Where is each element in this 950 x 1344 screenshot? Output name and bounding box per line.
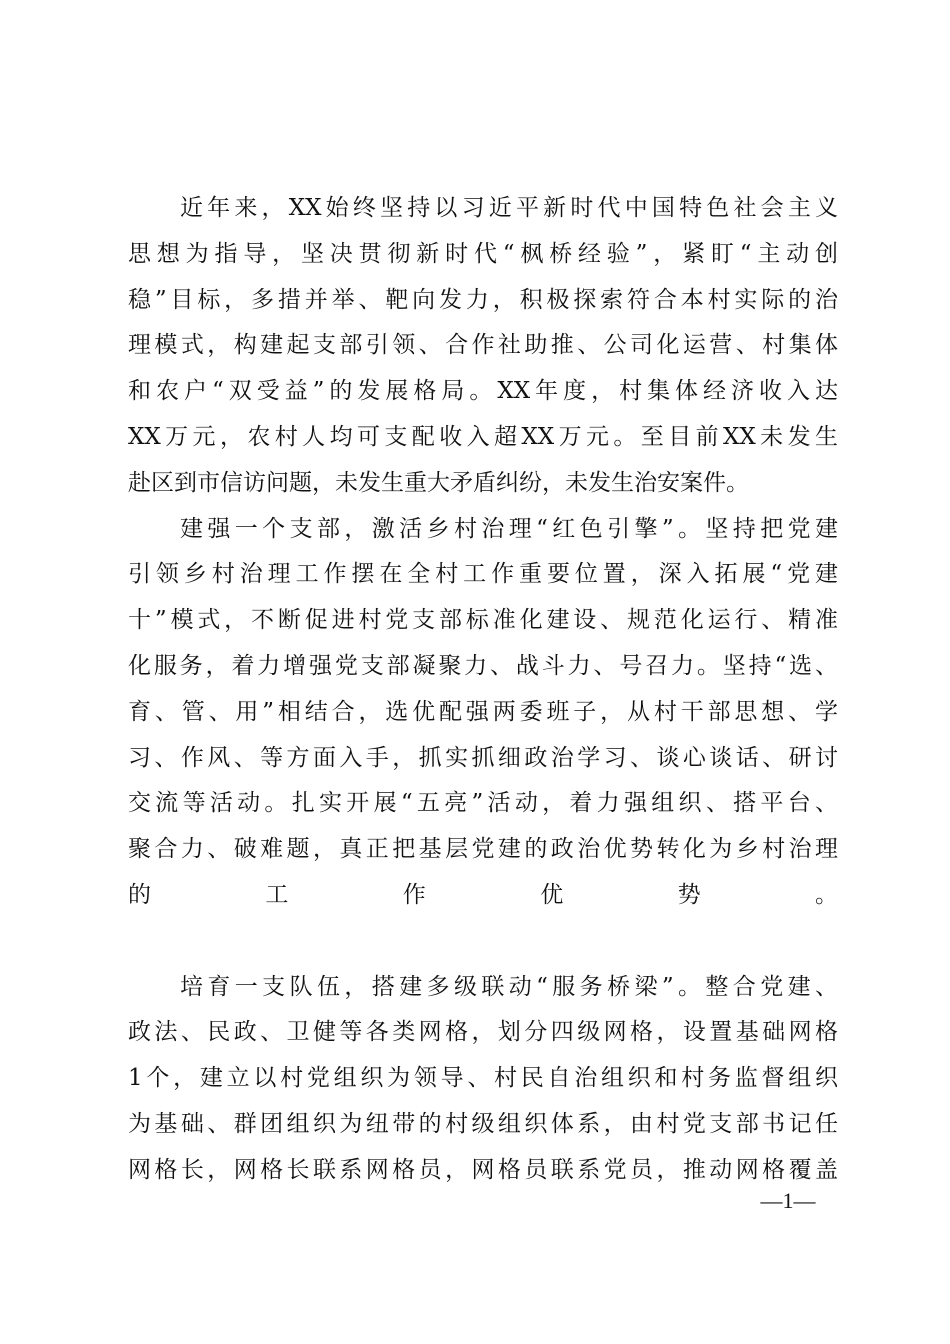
paragraph-2 xyxy=(128,507,838,965)
paragraph-1 xyxy=(128,186,838,507)
text-line: 建强一个支部，激活乡村治理“红色引擎”。坚持把党建 xyxy=(180,515,838,542)
paragraph-3 xyxy=(128,965,838,1194)
text-line: 交流等活动。扎实开展“五亮”活动，着力强组织、搭平台、 xyxy=(128,790,838,817)
text-line: XX万元，农村人均可支配收入超XX万元。至目前XX未发生 xyxy=(128,423,838,450)
text-line: 聚合力、破难题，真正把基层党建的政治优势转化为乡村治理 xyxy=(128,836,838,863)
text-line: 政法、民政、卫健等各类网格，划分四级网格，设置基础网格 xyxy=(128,1019,838,1046)
text-line: 和农户“双受益”的发展格局。XX年度，村集体经济收入达 xyxy=(128,378,838,405)
document-body xyxy=(128,186,838,1194)
page-number: —1— xyxy=(760,1188,816,1213)
text-line: 为基础、群团组织为纽带的村级组织体系，由村党支部书记任 xyxy=(128,1110,838,1137)
text-line: 稳”目标，多措并举、靶向发力，积极探索符合本村实际的治 xyxy=(128,286,838,313)
text-line: 培育一支队伍，搭建多级联动“服务桥梁”。整合党建、 xyxy=(180,973,838,1000)
text-line: 近年来，XX始终坚持以习近平新时代中国特色社会主义 xyxy=(180,195,838,221)
text-line: 育、管、用”相结合，选优配强两委班子，从村干部思想、学 xyxy=(128,698,838,725)
text-line: 习、作风、等方面入手，抓实抓细政治学习、谈心谈话、研讨 xyxy=(128,744,838,771)
text-line: 思想为指导，坚决贯彻新时代“枫桥经验”，紧盯“主动创 xyxy=(128,240,838,267)
text-line: 化服务，着力增强党支部凝聚力、战斗力、号召力。坚持“选、 xyxy=(128,652,838,679)
text-line xyxy=(128,919,838,965)
text-line: 引领乡村治理工作摆在全村工作重要位置，深入拓展“党建 xyxy=(128,561,838,588)
text-line: 理模式，构建起支部引领、合作社助推、公司化运营、村集体 xyxy=(128,332,838,359)
text-line: 十”模式，不断促进村党支部标准化建设、规范化运行、精准 xyxy=(128,607,838,634)
text-line: 的工作优势。 xyxy=(128,881,838,908)
text-line: 赴区到市信访问题，未发生重大矛盾纠纷，未发生治安案件。 xyxy=(128,469,749,496)
text-line: 网格长，网格长联系网格员，网格员联系党员，推动网格覆盖 xyxy=(128,1156,838,1183)
text-line: 1个，建立以村党组织为领导、村民自治组织和村务监督组织 xyxy=(128,1065,838,1092)
